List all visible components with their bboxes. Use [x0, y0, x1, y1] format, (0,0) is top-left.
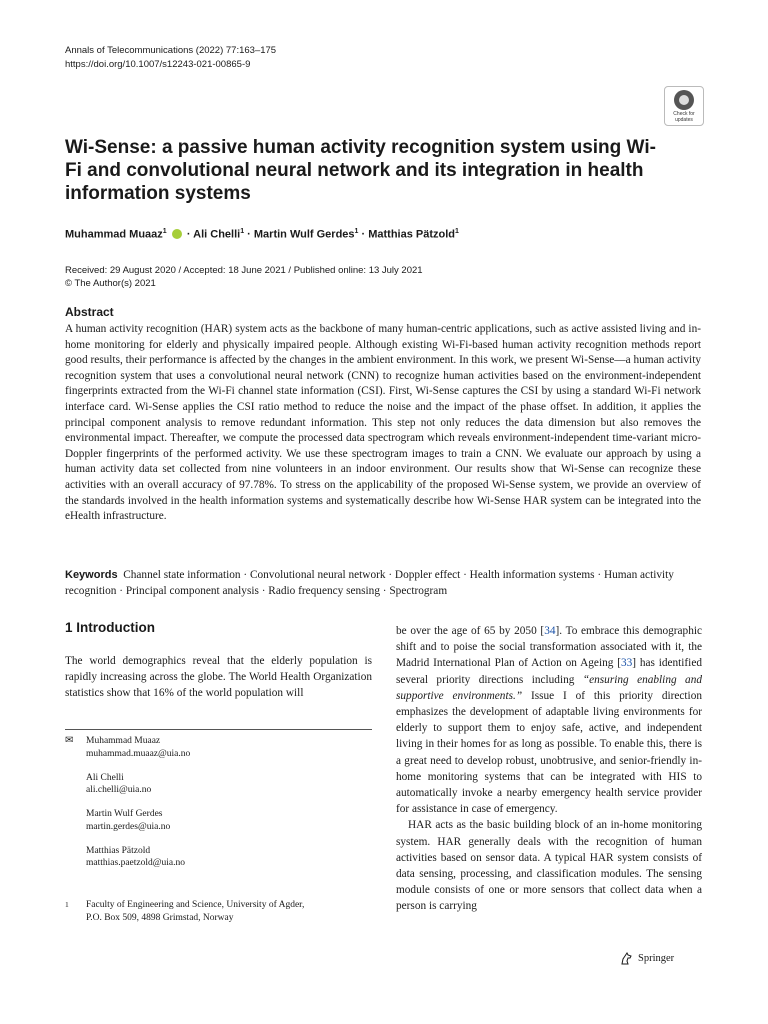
keywords — [65, 567, 701, 599]
orcid-icon[interactable] — [172, 229, 182, 239]
author-name: Martin Wulf Gerdes — [253, 228, 355, 241]
envelope-icon: ✉ — [65, 735, 74, 746]
email-link[interactable]: muhammad.muaaz@uia.no — [86, 748, 191, 759]
author-name: Matthias Pätzold — [368, 228, 456, 241]
email-link[interactable]: ali.chelli@uia.no — [86, 785, 152, 795]
keywords-text: Channel state information · Convolutional neural network · Doppler effect · Health information systems · Human activity recognition · Principal component analysis · Radio frequency sensing · Spectrogram — [65, 569, 674, 597]
paragraph: HAR acts as the basic building block of an in-home monitoring system. HAR generally deals with the recognition of human activities based on sensor data. A typical HAR system consists of data sensing, processing, and classification modules. The sensing module consists of one or more sensors that collect data when a person is carrying — [396, 819, 702, 913]
crossmark-icon — [674, 90, 694, 110]
email-link[interactable]: martin.gerdes@uia.no — [86, 821, 171, 832]
keywords-label: Keywords — [65, 569, 118, 581]
doi-link[interactable]: https://doi.org/10.1007/s12243-021-00865-9 — [65, 59, 251, 70]
publisher-logo — [620, 952, 674, 965]
intro-paragraph: The world demographics reveal that the elderly population is rapidly increasing across the globe. The World Health Organization statistics show that 16% of the world population will — [65, 655, 372, 700]
author-contacts — [65, 735, 372, 881]
email-link[interactable]: matthias.paetzold@uia.no — [86, 858, 185, 868]
springer-horse-icon — [620, 952, 633, 965]
publication-dates: Received: 29 August 2020 / Accepted: 18 June 2021 / Published online: 13 July 2021 © The Author(s) 2021 — [65, 265, 423, 289]
copyright-notice: © The Author(s) 2021 — [65, 278, 156, 289]
crossmark-label: Check for updates — [673, 111, 695, 123]
reference-link[interactable]: 33 — [620, 657, 633, 670]
crossmark-badge[interactable] — [664, 86, 704, 126]
affiliation: 1 Faculty of Engineering and Science, University of Agder, P.O. Box 509, 4898 Grimstad, Norway — [65, 900, 305, 923]
intro-column-right — [396, 623, 702, 915]
contact-entry: Martin Wulf Gerdes martin.gerdes@uia.no — [86, 808, 372, 833]
contact-entry: Matthias Pätzold matthias.paetzold@uia.no — [86, 845, 372, 870]
reference-link[interactable]: 34 — [544, 625, 556, 637]
journal-citation: Annals of Telecommunications (2022) 77:163–175 — [65, 45, 277, 56]
author-name: Ali Chelli — [193, 228, 241, 241]
author-name: Muhammad Muaaz — [65, 228, 163, 241]
section-heading: 1 Introduction — [65, 620, 155, 635]
paper-title: Wi-Sense: a passive human activity recognition system using Wi-Fi and convolutional neural network and its integration in health information systems — [65, 137, 656, 204]
journal-header — [65, 44, 276, 72]
footnote-divider — [65, 729, 372, 730]
abstract-text: A human activity recognition (HAR) system acts as the backbone of many human-centric applications, such as active assisted living and in-home monitoring for elderly and physically impaired people. Although existing Wi-Fi-based human activity recognition methods report good results, their performance is affected by the changes in the ambient environment. In this work, we present Wi-Sense—a human activity recognition system that uses a convolutional neural network (CNN) to recognize human activities based on the environment-independent fingerprints extracted from the Wi-Fi channel state information (CSI). First, Wi-Sense captures the CSI by using a standard Wi-Fi network interface card. Wi-Sense applies the CSI ratio method to reduce the noise and the impact of the phase offset. In addition, it applies the principal component analysis to remove redundant information. This step not only reduces the data dimension but also removes the environmental impact. Thereafter, we compute the processed data spectrogram which reveals environment-independent time-variant micro-Doppler fingerprints of the performed activity. We use these spectrogram images to train a CNN. We evaluate our approach by using a human activity data set collected from nine volunteers in an indoor environment. Our results show that Wi-Sense can recognize these activities with an overall accuracy of 97.78%. To stress on the applicability of the proposed Wi-Sense system, we provide an overview of the standards involved in the health information systems and systematically describe how Wi-Sense HAR system can be integrated into the eHealth infrastructure. — [65, 323, 701, 523]
author-list: Muhammad Muaaz$^1$ · Ali Chelli$^1$ · Martin Wulf Gerdes$^1$ · Matthias Pätzold$^1$ — [65, 228, 459, 241]
contact-entry: Muhammad Muaaz muhammad.muaaz@uia.no — [86, 735, 372, 760]
contact-entry: Ali Chelli ali.chelli@uia.no — [86, 772, 372, 797]
abstract-heading: Abstract — [65, 305, 114, 319]
paragraph: be over the age of 65 by 2050 [34]. To embrace this demographic shift and to poise the social transformation associated with it, the Madrid International Plan of Action on Ageing [33] has identified several priority directions including “ensuring enabling and supportive environments.” Issue I of this priority direction emphasizes the development of adaptable living environments for elderly to support them to enjoy safe, active, and independent living in their homes for as long as possible. To enable this, there is a great need to develop robust, unobtrusive, and senior-friendly in-home monitoring systems that can be integrated with HIS to automatically invoke a nearby emergency health service provider for assistance in case of emergency. — [396, 625, 702, 816]
publisher-name: Springer — [638, 953, 675, 964]
